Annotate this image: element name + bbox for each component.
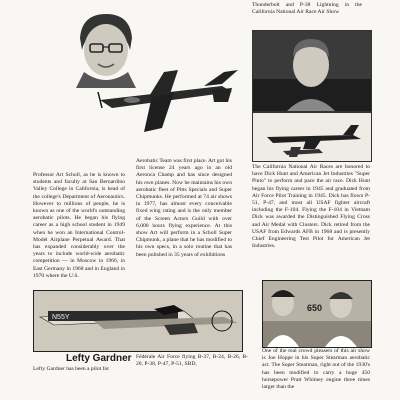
article-right-bottom-text: One of the real crowd pleasers of this air show is Joe Hoppe in his Super Stearman aerobatic act. The Super Stearman, right out of the 1930's has been modified to carry a huge 450 horsepower Pratt Whitney engine three times larger than the [262,348,370,391]
article-right-top-text: Thunderbolt and P-38 Lightning in the California National Air Race Air Show [252,2,362,16]
plane-number-label: 650 [307,303,323,313]
dick-hunt-portrait [252,30,372,112]
article-middle-column: Aerobatic Team was first place. Art got his first license 24 years ago in an old Aeronca Champ and has since designed his own planes. Now he maintains his own aerobatic fleet of Pitts Specials and Super Chipmunks. He performed at 74 air shows in 1977, has almost every conceivable fixed wing rating and is the only member of the Screen Actors Guild with over 6,000 hours flying experience. At this show Art will perform in a Scholl Super Chipmunk, a plane that he has modified to his own specs, in a solo routine that has been polished in 35 years of exhibitions [136,158,232,258]
article-left-column: Professor Art Scholl, as he is known to students and faculty at San Bernardino Valley College in California, is head of the college's Department of Aeronautics. However to millions of people, he is known as one of the world's outstanding aerobatic pilots. He began his flying career as a high school student in 1949 when he won an International Control-Model Airplane Perpetual Award. That has expanded considerably over the years to include world-wide aerobatic competition — in Moscow in 1966, in East Germany in 1968 and in England in 1970 where the U.S. [33,172,125,279]
article-right-mid-text: The California National Air Races are honored to have Dick Hunt and American Jet Industries "Super Pinto" to perform and pace the air race. Dick Hunt began his flying career in 1945 and graduated from Air Force Pilot Training in 1945. Dick has flown P-51, P-47, and most all USAF fighter aircraft including the F-104. Flying the F-104 in Vietnam Dick was awarded the Distinguished Flying Cross and Air Medal with Clusters. Dick retired from the USAF from Edwards AFB in 1968 and is presently Chief Engineering Test Pilot for American Jet Industries. [252,164,370,250]
article-middle-lower-text: Fédérale Air Force flying B-37, B-24, B-26, B-20, P-38, P-47, P-51, SBD, [136,354,248,368]
chipmunk-aircraft-photo [92,62,242,152]
joe-hoppe-photo [262,280,372,348]
lefty-gardner-body: Lefty Gardner has been a pilot for [33,366,110,372]
aircraft-registration-label: N55Y [52,314,70,321]
p38-lightning-photo [33,290,243,352]
super-pinto-jet-photo [252,112,372,162]
lefty-gardner-heading: Lefty Gardner [66,353,132,364]
